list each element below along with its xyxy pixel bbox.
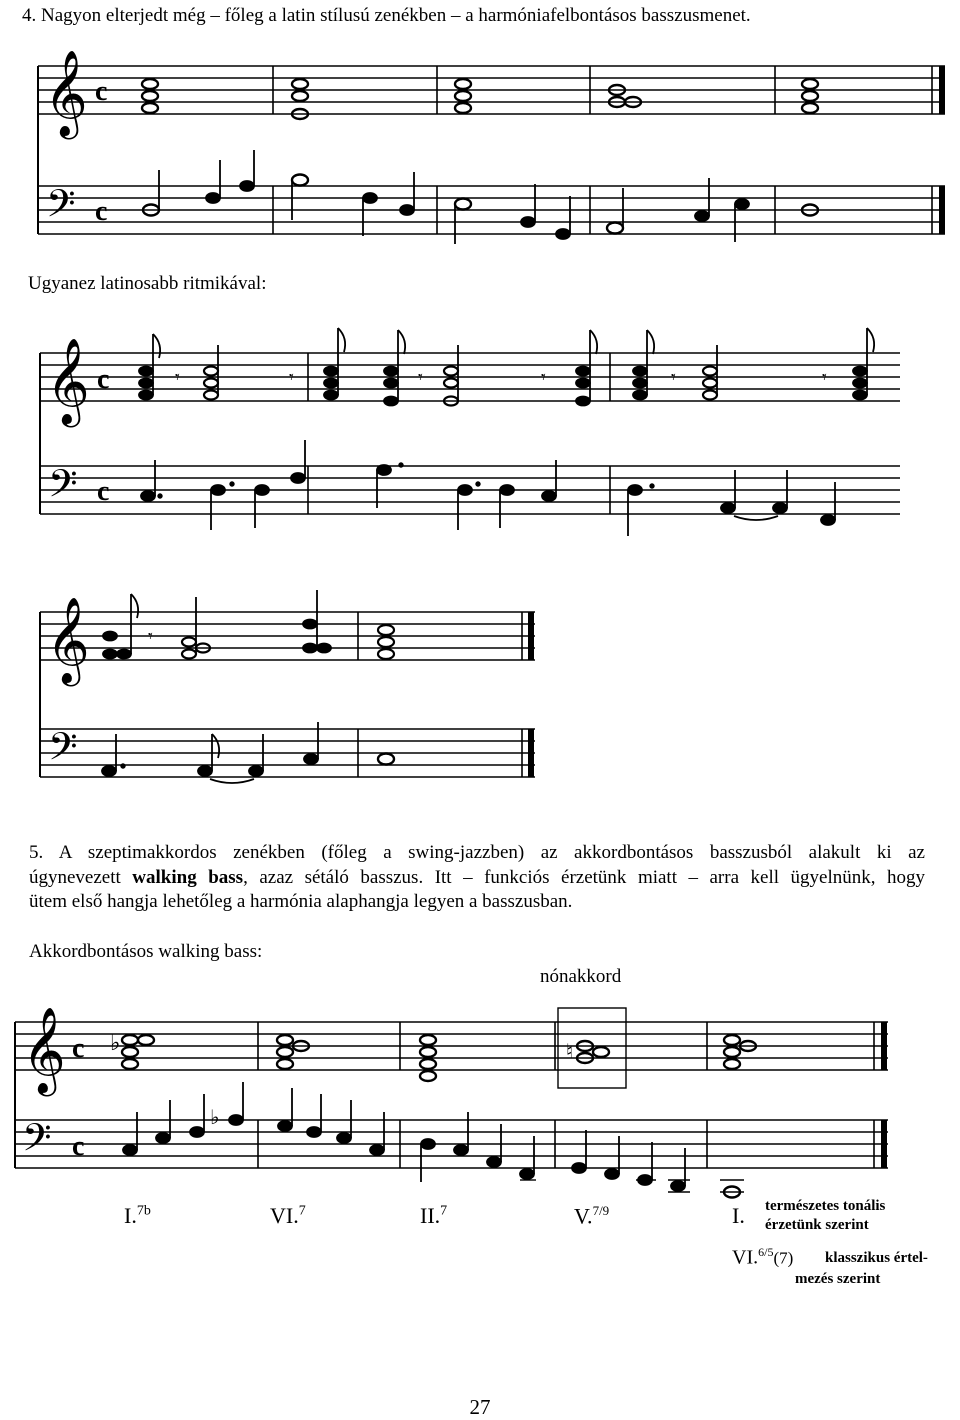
bass-clef-icon: 𝄢 [22,1115,52,1169]
svg-text:𝄾: 𝄾 [671,367,676,387]
time-signature: c [72,1033,85,1064]
figure: 7/9 [592,1203,610,1218]
score-example-2 [0,320,960,790]
flat-icon: ♭ [110,1031,121,1056]
walking-bass-term: walking bass [132,866,244,888]
classical-interpretation-note-2 [795,1270,880,1289]
classical-interpretation-symbol [732,1245,793,1270]
time-signature: c [97,364,110,395]
svg-text:𝄾: 𝄾 [541,367,546,387]
treble-clef-icon: 𝄞 [22,1007,66,1093]
time-signature: c [95,76,108,107]
harmony-symbol-3 [420,1203,447,1229]
roman-numeral: I. [124,1203,137,1228]
treble-clef-icon: 𝄞 [46,597,90,683]
page-number: 27 [469,1395,491,1419]
roman-numeral: VI. [270,1203,299,1228]
classical-interpretation-note [825,1249,928,1268]
example-label: Akkordbontásos walking bass: [29,941,263,962]
figure-paren: (7) [773,1248,794,1268]
note-line: természetes tonális [765,1198,886,1214]
harmony-symbol-1 [124,1203,151,1229]
svg-text:𝄾: 𝄾 [148,626,153,646]
text-span: úgynevezett [29,866,133,888]
time-signature: c [72,1131,85,1162]
figure: 6/5 [758,1245,774,1259]
tonal-interpretation-note [765,1197,885,1235]
roman-numeral: II. [420,1203,441,1228]
roman-numeral: VI. [732,1246,759,1269]
score-example-1 [0,40,960,260]
svg-text:𝄾: 𝄾 [289,367,294,387]
bass-clef-icon: 𝄢 [48,724,78,778]
treble-clef-icon: 𝄞 [44,50,88,136]
note-line: érzetünk szerint [765,1217,869,1233]
natural-icon: ♮ [566,1039,574,1063]
figure: 7b [136,1203,151,1219]
paragraph-line [29,866,925,891]
bass-clef-icon: 𝄢 [48,461,78,515]
ninth-chord-label: nónakkord [540,966,622,987]
figure: 7 [440,1203,448,1219]
harmony-symbol-5 [732,1203,745,1229]
paragraph-line: 5. A szeptimakkordos zenékben (főleg a swing-jazzben) az akkordbontásos basszusból alakult ki az [29,842,925,863]
section-4-heading: 4. Nagyon elterjedt még – főleg a latin stílusú zenékben – a harmóniafelbontásos basszusmenet. [22,5,751,26]
flat-icon: ♭ [210,1105,220,1129]
harmony-symbol-4 [574,1203,609,1229]
score-example-3 [0,990,960,1300]
roman-numeral: I. [732,1203,745,1228]
treble-clef-icon: 𝄞 [46,338,90,424]
bass-clef-icon: 𝄢 [46,181,76,235]
svg-text:𝄾: 𝄾 [418,367,423,387]
figure: 7 [298,1203,306,1219]
roman-numeral: V. [574,1203,593,1229]
svg-text:𝄾: 𝄾 [175,367,180,387]
section-4-subheading: Ugyanez latinosabb ritmikával: [28,273,267,294]
text-span: , azaz sétáló basszus. Itt – funkciós érzetünk miatt – arra kell ügyelnünk, hogy [243,866,925,888]
note-line: klasszikus értel- [825,1250,928,1266]
time-signature: c [95,196,108,227]
harmony-symbol-2 [270,1203,306,1229]
svg-text:𝄾: 𝄾 [822,367,827,387]
note-line: mezés szerint [795,1271,881,1287]
time-signature: c [97,476,110,507]
section-5-paragraph [29,841,925,915]
paragraph-line: ütem első hangja lehetőleg a harmónia alaphangja legyen a basszusban. [29,891,573,912]
